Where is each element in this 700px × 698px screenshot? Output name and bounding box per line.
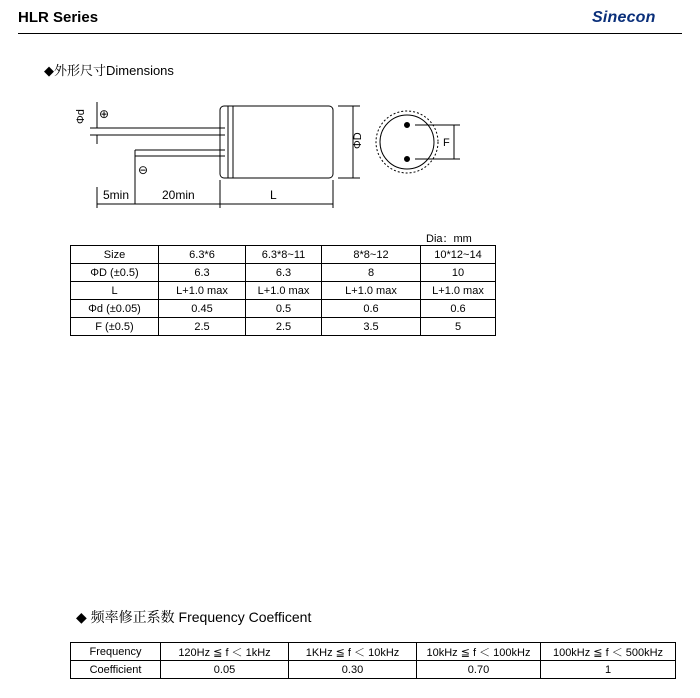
table-cell: Frequency bbox=[71, 643, 161, 661]
unit-note: Dia：mm bbox=[426, 233, 472, 245]
table-cell: Coefficient bbox=[71, 661, 161, 679]
table-cell: 0.70 bbox=[417, 661, 541, 679]
table-row bbox=[71, 661, 676, 679]
table-cell: F (±0.5) bbox=[71, 318, 159, 336]
table-cell: 2.5 bbox=[246, 318, 322, 336]
table-cell: 0.45 bbox=[159, 300, 246, 318]
table-cell: ΦD (±0.5) bbox=[71, 264, 159, 282]
plus-mark: ⊕ bbox=[99, 107, 110, 121]
frequency-table bbox=[70, 642, 676, 679]
table-cell: L+1.0 max bbox=[246, 282, 322, 300]
table-cell: 1KHz ≦ f ＜ 10kHz bbox=[289, 643, 417, 661]
table-cell: L bbox=[71, 282, 159, 300]
table-row bbox=[71, 318, 496, 336]
table-cell: 0.6 bbox=[421, 300, 496, 318]
table-cell: 10*12~14 bbox=[421, 246, 496, 264]
table-cell: L+1.0 max bbox=[421, 282, 496, 300]
table-cell: L+1.0 max bbox=[159, 282, 246, 300]
table-cell: 6.3 bbox=[159, 264, 246, 282]
minus-mark: ⊖ bbox=[138, 163, 149, 177]
table-cell: 10kHz ≦ f ＜ 100kHz bbox=[417, 643, 541, 661]
table-cell: 0.6 bbox=[322, 300, 421, 318]
table-cell: 0.5 bbox=[246, 300, 322, 318]
table-cell: 120Hz ≦ f ＜ 1kHz bbox=[161, 643, 289, 661]
table-row bbox=[71, 264, 496, 282]
dimensions-table bbox=[70, 245, 496, 336]
table-cell: Φd (±0.05) bbox=[71, 300, 159, 318]
table-row bbox=[71, 282, 496, 300]
lead-dia-label: Φd bbox=[75, 109, 87, 124]
table-cell: 10 bbox=[421, 264, 496, 282]
series-title: HLR Series bbox=[18, 9, 99, 26]
table-cell: 2.5 bbox=[159, 318, 246, 336]
table-cell: 1 bbox=[541, 661, 676, 679]
lead-min-label: 5min bbox=[103, 188, 130, 202]
body-length-label: L bbox=[270, 188, 277, 202]
table-cell: Size bbox=[71, 246, 159, 264]
frequency-title: ◆ 频率修正系数 Frequency Coefficent bbox=[76, 609, 312, 625]
body-dia-label: ΦD bbox=[352, 132, 364, 149]
dimensions-title: ◆外形尺寸Dimensions bbox=[44, 63, 174, 78]
table-cell: 8 bbox=[322, 264, 421, 282]
table-cell: 5 bbox=[421, 318, 496, 336]
table-cell: 0.05 bbox=[161, 661, 289, 679]
capacitor-dimension-drawing bbox=[70, 92, 470, 217]
table-cell: 100kHz ≦ f ＜ 500kHz bbox=[541, 643, 676, 661]
table-row bbox=[71, 643, 676, 661]
table-cell: 3.5 bbox=[322, 318, 421, 336]
table-row bbox=[71, 246, 496, 264]
table-row bbox=[71, 300, 496, 318]
brand-logo: Sinecon bbox=[592, 9, 656, 26]
pitch-label: F bbox=[443, 137, 450, 149]
table-cell: 6.3*6 bbox=[159, 246, 246, 264]
table-cell: 8*8~12 bbox=[322, 246, 421, 264]
table-cell: L+1.0 max bbox=[322, 282, 421, 300]
table-cell: 6.3 bbox=[246, 264, 322, 282]
table-cell: 0.30 bbox=[289, 661, 417, 679]
header-rule bbox=[18, 33, 682, 34]
lead-length-label: 20min bbox=[162, 188, 195, 202]
table-cell: 6.3*8~11 bbox=[246, 246, 322, 264]
